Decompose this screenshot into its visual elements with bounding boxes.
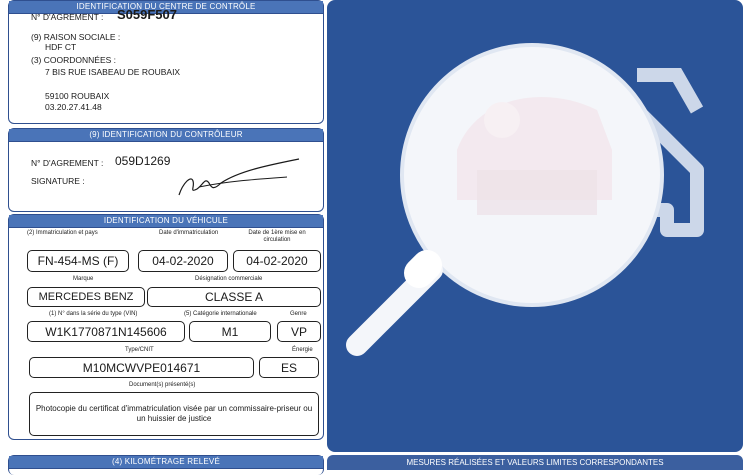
centre-panel [8, 0, 324, 124]
genre-label: Genre [290, 311, 307, 317]
watermark-area [327, 0, 743, 452]
documents-value: Photocopie du certificat d'immatriculation visée par un commissaire-priseur ou un huissier de justice [29, 392, 319, 436]
type-value: M10MCWVPE014671 [29, 357, 254, 378]
address-line2: 59100 ROUBAIX [45, 91, 110, 101]
marque-label: Marque [73, 276, 94, 282]
immat-label: (2) Immatriculation et pays [27, 230, 98, 236]
vin-label: (1) N° dans la série du type (VIN) [49, 311, 138, 317]
coord-label: (3) COORDONNÉES : [31, 55, 117, 65]
date-immat-value: 04-02-2020 [138, 250, 228, 272]
vehicule-panel [8, 214, 324, 440]
genre-value: VP [277, 321, 321, 342]
kilometrage-title: (4) KILOMÉTRAGE RELEVÉ [9, 456, 323, 469]
kilometrage-panel [8, 455, 324, 475]
signature-image [169, 153, 309, 201]
categorie-label: (5) Catégorie internationale [184, 311, 257, 317]
vehicule-title: IDENTIFICATION DU VÉHICULE [9, 215, 323, 228]
signature-label: SIGNATURE : [31, 176, 85, 186]
magnifier-car-watermark-icon [327, 0, 743, 452]
vin-value: W1K1770871N145606 [27, 321, 185, 342]
centre-agrement-value: S059F507 [117, 7, 177, 22]
energie-label: Énergie [292, 347, 313, 353]
controleur-panel [8, 128, 324, 212]
controleur-agrement-label: N° D'AGREMENT : [31, 158, 104, 168]
raison-value: HDF CT [45, 42, 77, 52]
categorie-value: M1 [189, 321, 271, 342]
controleur-agrement-value: 059D1269 [115, 154, 171, 168]
marque-value: MERCEDES BENZ [27, 287, 145, 307]
phone: 03.20.27.41.48 [45, 102, 102, 112]
centre-title: IDENTIFICATION DU CENTRE DE CONTRÔLE [9, 1, 323, 14]
date-immat-label: Date d'immatriculation [159, 230, 219, 236]
centre-agrement-label: N° D'AGREMENT : [31, 12, 104, 22]
designation-value: CLASSE A [147, 287, 321, 307]
date-first-value: 04-02-2020 [233, 250, 321, 272]
mesures-title: MESURES RÉALISÉES ET VALEURS LIMITES CORRESPONDANTES [327, 455, 743, 470]
type-label: Type/CNIT [125, 347, 154, 353]
immat-value: FN-454-MS (F) [27, 250, 129, 272]
designation-label: Désignation commerciale [195, 276, 263, 282]
energie-value: ES [259, 357, 319, 378]
date-first-label: Date de 1ère mise en circulation [248, 230, 306, 243]
raison-label: (9) RAISON SOCIALE : [31, 32, 121, 42]
controleur-title: (9) IDENTIFICATION DU CONTRÔLEUR [9, 129, 323, 142]
address-line1: 7 BIS RUE ISABEAU DE ROUBAIX [45, 67, 181, 77]
documents-label: Document(s) présenté(s) [129, 382, 196, 388]
